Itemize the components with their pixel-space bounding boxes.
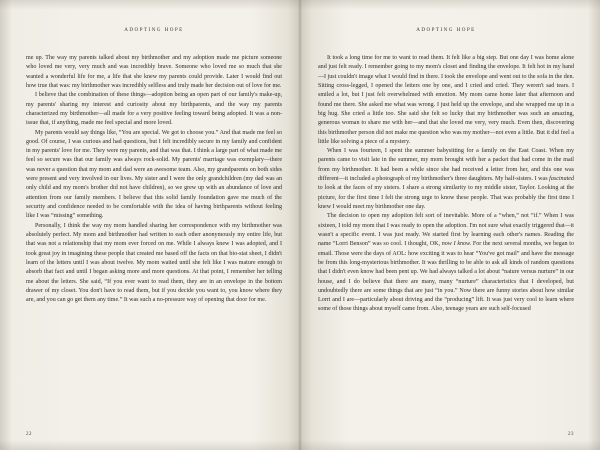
page-number-left: 22 <box>26 432 32 437</box>
paragraph: It took a long time for me to want to read them. It felt like a big step. But one day I was home alone and just felt ready. I remember going to my mom's closet and finding the envelope. It felt hot in my hand—I just couldn't image what I would find in there. I took the envelope and went out to the sofa in the den. Sitting cross-legged, I opened the letters one by one, and I cried and cried. They weren't sad tears. I smiled a lot, but I just felt overwhelmed with emotion. My mom came home later that afternoon and found me there. She asked me what was wrong. I just held up the envelope, and she wrapped me up in a big hug. She cried a little too. She said she felt so lucky that my birthmother was such an amazing, generous woman to share me with her—and that she loved me very, very much. Even then, discovering this birthmother person did not make me question who was my mother—not even a little. But it did feel a little like solving a piece of a mystery. <box>318 55 574 145</box>
left-page-body-text <box>26 54 282 430</box>
right-page <box>300 0 600 450</box>
paragraph: I believe that the combination of these things—adoption being an open part of our family's make-up, my parents' sharing my interest and curiosity about my birthparents, and the way my parents characterized my birthmother—all made for a very positive feeling toward being adopted. It was a non-issue that, if anything, made me feel special and more loved. <box>26 92 282 127</box>
paragraph: me up. The way my parents talked about my birthmother and my adoption made me picture someone who loved me very, very much and was incredibly brave. Someone who loved me so much that she wanted a wonderful life for me, a life that she knew my parents could provide. Later I would find out how true that was: my birthmother was incredibly selfless and truly made her decision out of love for me. <box>26 55 282 89</box>
running-head-left: ADOPTING HOPE <box>124 27 184 33</box>
page-number-right: 23 <box>568 432 574 437</box>
paragraph: The decision to open my adoption felt sort of inevitable. More of a “when,” not “if.” When I was sixteen, I told my mom that I was ready to open the adoption. I'm not sure what exactly triggered that—it wasn't a specific event. I was just ready. We started first by learning each other's names. Reading the name “Lorri Benson” was so cool. I thought, OK, now I know. For the next several months, we began to email. Those were the days of AOL: how exciting it was to hear “You've got mail” and have the message be from this long-mysterious birthmother. It was thrilling to be able to ask all kinds of random questions that I didn't even know had been pent up. We had always talked a lot about “nature versus nurture” in our house, and I do believe that there are many, many “nurture” characteristics that I developed, but undoubtedly there are some things that are just “in you.” Now there are funny stories about how similar Lorri and I are—particularly about driving and the “producing” lift. It was just very cool to learn where some of those things about myself came from. Also, teenage years are such self-focused <box>318 213 574 313</box>
paragraph: When I was fourteen, I spent the summer babysitting for a family on the East Coast. When my parents came to visit late in the summer, my mom brought with her a packet that had come in the mail from my birthmother. It had been a while since she had received a letter from her, and this one was different—it included a photograph of my birthmother's three daughters. My half-sisters. I was fascinated to look at the faces of my sisters. I share a strong similarity to my middle sister, Taylor. Looking at the picture, for the first time I felt the strong urge to know these people. That was probably the first time I knew I would meet my birthmother one day. <box>318 148 574 210</box>
paragraph: Personally, I think the way my mom handled sharing her correspondence with my birthmother was absolutely perfect. My mom and birthmother had written to each other anonymously my entire life, but that was not a relationship that my mom ever forced on me. While I always knew I was adopted, and I took great joy in imagining these people that created me based off the facts on that bio-stat sheet, I didn't learn of the letters until I was about twelve. My mom waited until she felt like I was mature enough to absorb that fact and until I began asking more and more questions. At that point, I remember her telling me about the letters. She said, “If you ever want to read them, they are in an envelope in the bottom drawer of my closet. You don't have to read them, but if you decide you want to, you know where they are, and you can go get them any time.” It was such a no-pressure way of opening that door for me. <box>26 222 282 304</box>
paragraph: My parents would say things like, “You are special. We got to choose you.” And that made me feel so good. Of course, I was curious and had questions, but I felt incredibly secure in my family and confident in my parents' love for me. They were my parents, and that was that. I think a large part of what made me feel so secure was that our family was always rock-solid. My parents' marriage was exemplary—there was never a question that my mom and dad were an awesome team. Also, my grandparents on both sides were present and very involved in our lives. My sister and I were the only grandchildren (my dad was an only child and my mom's brother did not have children), so we grew up with an abundance of love and attention from our family members. I believe that this solid family foundation gave me much of the security and confidence needed to be comfortable with the idea of having birthparents without feeling like I was “missing” something. <box>26 129 282 220</box>
right-page-body-text <box>318 54 574 430</box>
running-head-right: ADOPTING HOPE <box>416 27 476 33</box>
